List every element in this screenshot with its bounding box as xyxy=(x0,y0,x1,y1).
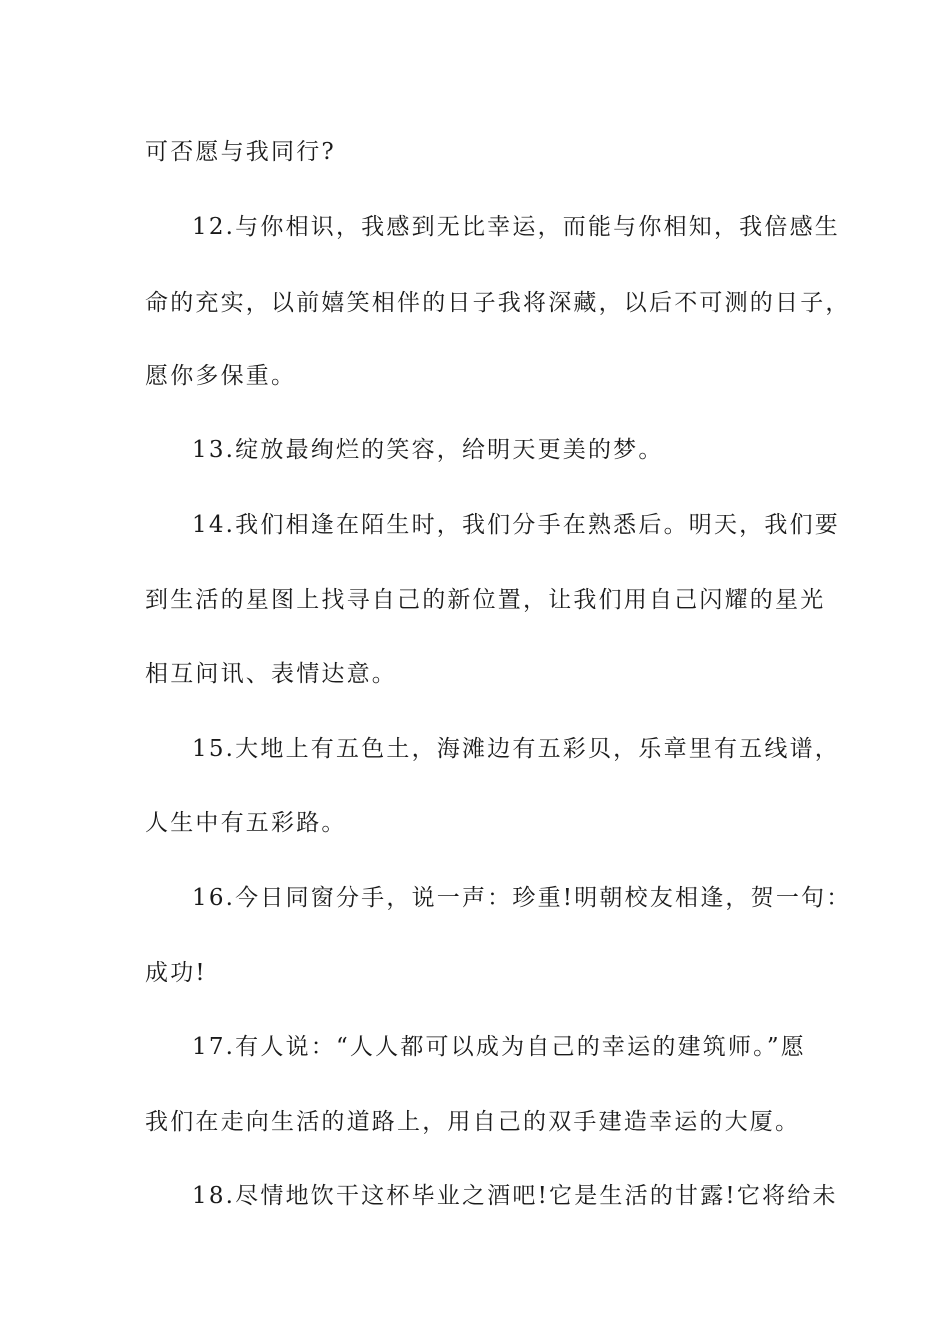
paragraph-start-line: 12.与你相识，我感到无比幸运，而能与你相知，我倍感生 xyxy=(192,214,840,240)
paragraph-start-line: 15.大地上有五色土，海滩边有五彩贝，乐章里有五线谱， xyxy=(192,736,840,762)
text-line: 到生活的星图上找寻自己的新位置，让我们用自己闪耀的星光 xyxy=(145,587,826,613)
paragraph-start-line: 18.尽情地饮干这杯毕业之酒吧!它是生活的甘露!它将给未 xyxy=(192,1183,838,1209)
text-line: 命的充实，以前嬉笑相伴的日子我将深藏，以后不可测的日子， xyxy=(145,290,851,316)
text-line: 相互问讯、表情达意。 xyxy=(145,661,397,687)
text-line: 人生中有五彩路。 xyxy=(145,810,347,836)
paragraph-start-line: 13.绽放最绚烂的笑容，给明天更美的梦。 xyxy=(192,437,664,463)
text-line: 我们在走向生活的道路上，用自己的双手建造幸运的大厦。 xyxy=(145,1109,801,1135)
paragraph-start-line: 17.有人说：“人人都可以成为自己的幸运的建筑师。”愿 xyxy=(192,1034,806,1060)
paragraph-start-line: 14.我们相逢在陌生时，我们分手在熟悉后。明天，我们要 xyxy=(192,512,840,538)
text-line: 成功! xyxy=(145,960,207,986)
text-line: 可否愿与我同行? xyxy=(145,139,336,165)
paragraph-start-line: 16.今日同窗分手，说一声：珍重!明朝校友相逢，贺一句： xyxy=(192,885,852,911)
text-line: 愿你多保重。 xyxy=(145,363,297,389)
